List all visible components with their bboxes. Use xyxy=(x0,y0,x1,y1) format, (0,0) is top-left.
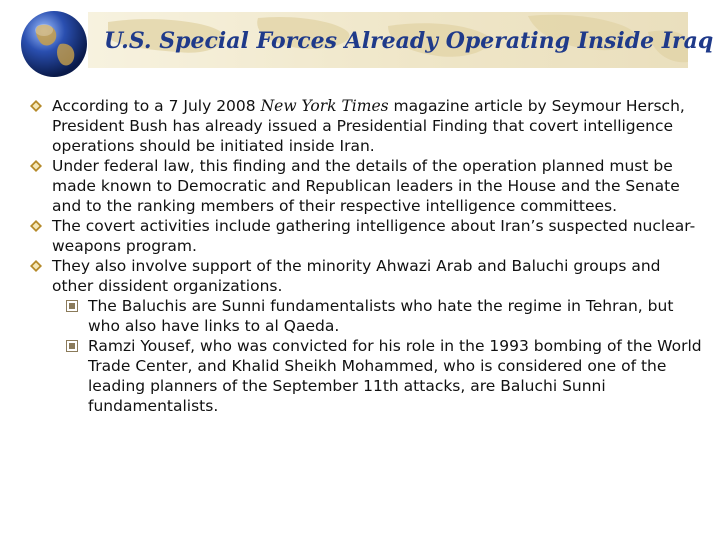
sub-bullet-text: The Baluchis are Sunni fundamentalists who hate the regime in Tehran, but who also have links to al Qaeda. xyxy=(88,297,674,335)
bullet-diamond-icon xyxy=(30,160,42,172)
publication-name: New York Times xyxy=(260,97,389,115)
sub-bullet-square-icon xyxy=(66,300,78,312)
bullet-diamond-icon xyxy=(30,100,42,112)
bullet-item xyxy=(30,96,702,156)
sub-bullet-item xyxy=(30,296,702,336)
bullet-item xyxy=(30,216,702,256)
bullet-text: The covert activities include gathering intelligence about Iran’s suspected nuclear-weapons program. xyxy=(52,217,696,255)
bullet-item xyxy=(30,256,702,296)
bullet-diamond-icon xyxy=(30,220,42,232)
sub-bullet-item xyxy=(30,336,702,416)
bullet-item xyxy=(30,156,702,216)
bullet-diamond-icon xyxy=(30,260,42,272)
bullet-text: Under federal law, this finding and the details of the operation planned must be made known to Democratic and Republican leaders in the House and the Senate and to the ranking members of their respective intelligence committees. xyxy=(52,157,680,215)
slide-body xyxy=(30,96,702,416)
globe-icon xyxy=(18,8,90,80)
bullet-text: According to a 7 July 2008 New York Times magazine article by Seymour Hersch, President Bush has already issued a Presidential Finding that covert intelligence operations should be initiated inside Iran. xyxy=(52,97,685,155)
sub-bullet-square-icon xyxy=(66,340,78,352)
slide-title: U.S. Special Forces Already Operating Inside Iraq xyxy=(104,28,714,54)
sub-bullet-text: Ramzi Yousef, who was convicted for his role in the 1993 bombing of the World Trade Center, and Khalid Sheikh Mohammed, who is considered one of the leading planners of the September 11th attacks, are Baluchi Sunni fundamentalists. xyxy=(88,337,702,415)
bullet-text: They also involve support of the minority Ahwazi Arab and Baluchi groups and other dissident organizations. xyxy=(52,257,661,295)
